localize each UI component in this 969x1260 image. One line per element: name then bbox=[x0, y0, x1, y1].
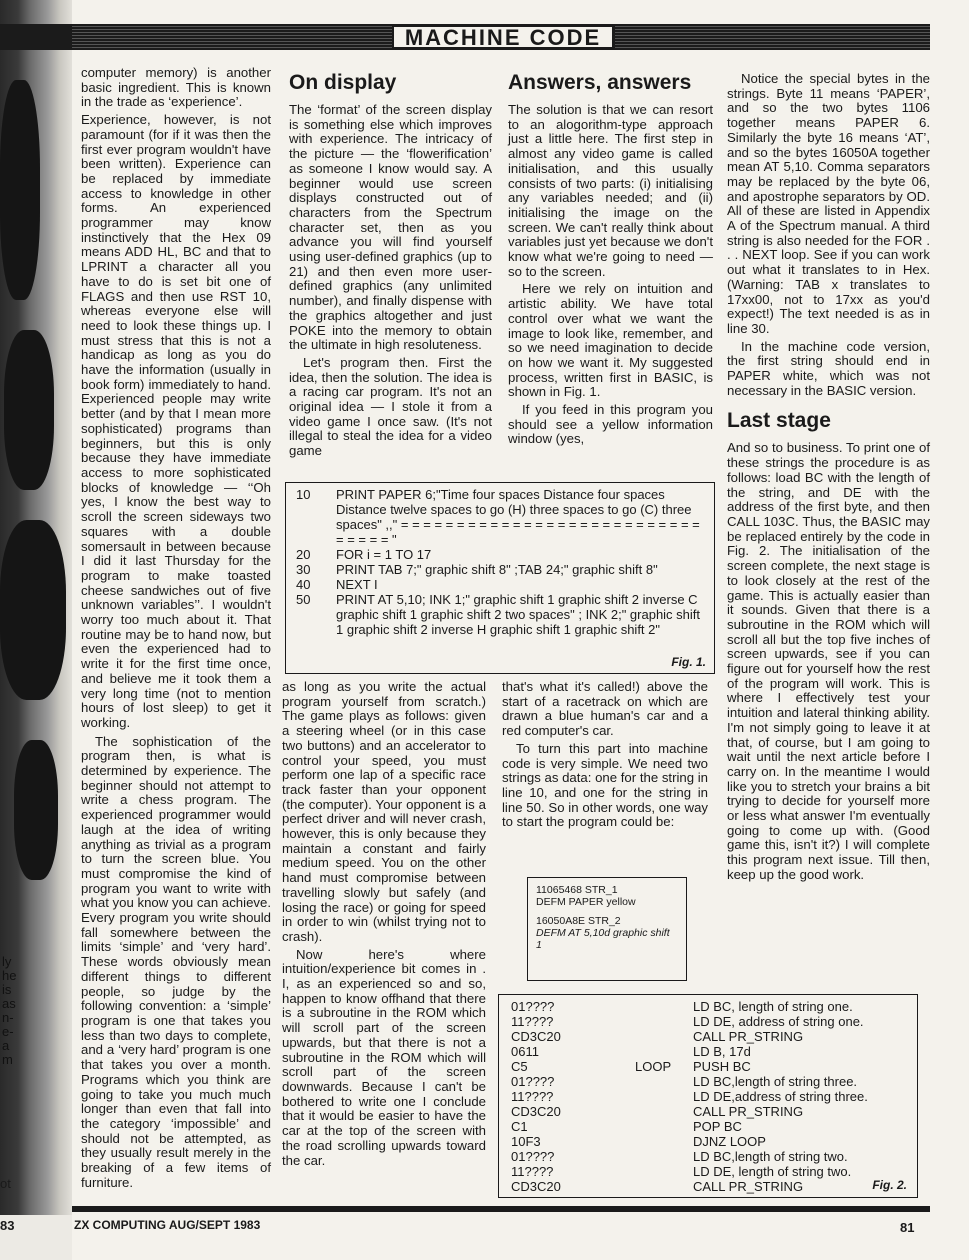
asm-instruction: DJNZ LOOP bbox=[693, 1134, 766, 1149]
code-line bbox=[296, 577, 706, 592]
asm-instruction: LD B, 17d bbox=[693, 1044, 751, 1059]
asm-label bbox=[635, 1119, 693, 1134]
code-line bbox=[296, 592, 706, 637]
code-row bbox=[511, 1179, 874, 1194]
asm-instruction: POP BC bbox=[693, 1119, 742, 1134]
fig2-table bbox=[511, 999, 874, 1194]
left-bottom-fragment: ot bbox=[0, 1176, 11, 1191]
footer-page-number: 81 bbox=[900, 1220, 915, 1235]
data-line: 11065468 STR_1 bbox=[536, 884, 618, 896]
column-2-top bbox=[289, 70, 492, 462]
data-line: 16050A8E STR_2 bbox=[536, 915, 621, 927]
paragraph: that's what it's called!) above the start of a racetrack on which are drawn a blue human's car and a red computer's car. bbox=[502, 679, 708, 739]
asm-label bbox=[635, 1179, 693, 1194]
line-number: 50 bbox=[296, 592, 311, 607]
asm-label bbox=[635, 1029, 693, 1044]
line-text: PRINT PAPER 6;"Time four spaces Distance four spaces Distance twelve spaces to go (H) three spaces to go (C) three spaces" ,," = = = = = = = = = = = = = = = = = = = = = = = = = = = = = = = = " bbox=[336, 487, 700, 547]
asm-label bbox=[635, 1149, 693, 1164]
string-data-box bbox=[527, 877, 687, 981]
paragraph: Notice the special bytes in the strings. Byte 11 means ‘PAPER’, and so the two bytes 1106 together means PAPER 6. Similarly the byte 16 means ‘AT’, and so the bytes 16050A together mean AT 5,10. Comma separators may be replaced by the byte 06, and apostrophe separators by OD. All of these are listed in Appendix A of the Spectrum manual. A third string is also needed for the FOR . . . NEXT loop. See if you can work out what it translates to in Hex. (Warning: TAB x translates to 17xx00, not to 17xx as you'd expect!) The text needed is as in line 30. bbox=[727, 71, 930, 336]
column-3-top bbox=[508, 70, 713, 450]
code-row bbox=[511, 1119, 874, 1134]
fragment: m bbox=[2, 1052, 13, 1067]
data-line: DEFM AT 5,10d graphic shift 1 bbox=[536, 927, 670, 951]
previous-page-number: 83 bbox=[0, 1218, 15, 1233]
code-row bbox=[511, 999, 874, 1014]
line-text: NEXT I bbox=[336, 577, 378, 592]
asm-label bbox=[635, 1134, 693, 1149]
fig2-caption: Fig. 2. bbox=[872, 1178, 907, 1192]
paragraph: And so to business. To print one of these strings the procedure is as follows: load BC with the length of the string, and DE with the address of the first byte, and then CALL 103C. Thus, the BASIC may be replaced entirely by the code in Fig. 2. The initialisation of the screen complete, the next stage is to look closely at the rest of the game. This is actually easier than it sounds. Given that there is a subroutine in the ROM which will scroll all but the top five inches of screen upwards, see if you can figure out for yourself how the rest of the program will work. This is where I effectively test your intuition and lateral thinking ability. I'm not simply going to leave it at that, of course, but I am going to wait until the next article before I carry on. In the meantime I would like you to stretch your brains a bit trying to decide for yourself more or less what answer I'm eventually going to come up with. (Good game this, isn't it?) I will complete this program next issue. Till then, keep up the good work. bbox=[727, 440, 930, 882]
line-number: 30 bbox=[296, 562, 311, 577]
section-title: MACHINE CODE bbox=[392, 25, 614, 49]
heading-on-display: On display bbox=[289, 71, 397, 94]
fragment: as bbox=[2, 996, 16, 1011]
fragment: is bbox=[2, 982, 12, 997]
asm-label bbox=[635, 1044, 693, 1059]
code-row bbox=[511, 1104, 874, 1119]
hex-code: CD3C20 bbox=[511, 1179, 561, 1194]
asm-instruction: CALL PR_STRING bbox=[693, 1179, 804, 1194]
asm-instruction: LD BC,length of string three. bbox=[693, 1074, 858, 1089]
hex-code: 0611 bbox=[511, 1044, 539, 1059]
hex-code: 01???? bbox=[511, 1149, 555, 1164]
paragraph: Now here's where intuition/experience bit comes in . I, as an experienced so and so, happen to know offhand that there is a subroutine in the ROM which will scroll part of the screen upwards, but that there is not a subroutine in the ROM which will scroll part of the screen downwards. Because I can't be bothered to write one I conclude that it would be easier to have the car at the top of the screen with the road scrolling upwards toward the car. bbox=[282, 946, 486, 1168]
hex-code: 10F3 bbox=[511, 1134, 541, 1149]
code-row bbox=[511, 1089, 874, 1104]
line-number: 20 bbox=[296, 547, 311, 562]
asm-label bbox=[635, 1074, 693, 1089]
hex-code: C5 bbox=[511, 1059, 528, 1074]
paragraph: In the machine code version, the first string should end in PAPER white, which was not necessary in the BASIC version. bbox=[727, 338, 930, 398]
paragraph: Here we rely on intuition and artistic ability. We have total control over what we want the image to look like, remember, and so we need imagination to decide on how we want it. My suggested process, written first in BASIC, is shown in Fig. 1. bbox=[508, 281, 713, 400]
column-1 bbox=[81, 66, 271, 1193]
column-4 bbox=[727, 72, 930, 886]
line-text: PRINT TAB 7;" graphic shift 8" ;TAB 24;" graphic shift 8" bbox=[336, 562, 658, 577]
paragraph: If you feed in this program you should see a yellow information window (yes, bbox=[508, 402, 713, 447]
code-row bbox=[511, 1149, 874, 1164]
paragraph: The ‘format’ of the screen display is something else which improves with experience. The intricacy of the picture — the ‘flowerification’ as someone I know would say. A beginner would use screen displays constructed out of characters from the Spectrum character set, then as you advance you will find yourself using user-defined graphics (up to 21) and then even more user-defined graphics (any unlimited number), and finally dispense with the graphics altogether and just POKE into the memory to obtain the ultimate in high resoluteness. bbox=[289, 102, 492, 353]
code-row bbox=[511, 1164, 874, 1179]
heading-last-stage: Last stage bbox=[727, 409, 831, 433]
asm-label bbox=[635, 1089, 693, 1104]
fig1-basic-listing bbox=[285, 482, 715, 674]
asm-label bbox=[635, 999, 693, 1014]
asm-label bbox=[635, 1104, 693, 1119]
paragraph: Experience, however, is not paramount (for if it was then the first ever program wouldn't have been written). Experience can be replaced by immediate access to knowledge in other forms. An experienced programmer may know instinctively that the Hex 09 means ADD HL, BC and that to LPRINT a character all you have to do is set bit one of FLAGS and then use RST 10, whereas everyone else will need to look these things up. I must stress that this is not a handicap as long as you do have the information (usually in book form) immediately to hand. Experienced people may write better (and by that I mean more sophisticated) programs than beginners, but this is only because they have immediate access to more sophisticated blocks of knowledge — ‘‘Oh yes, I know the best way to scroll the screen sideways two squares with a double somersault in between because I did it last Thursday for the program to make toasted cheese sandwiches out of five unknown variables’’. I wouldn't worry too much about it. That routine may be to hand now, but even the experienced had to write it for the first time once, and believe me it took them a very long time (not to mention hours of lost sleep) to get it working. bbox=[81, 112, 271, 730]
asm-label bbox=[635, 1164, 693, 1179]
asm-instruction: LD DE,address of string three. bbox=[693, 1089, 868, 1104]
code-row bbox=[511, 1074, 874, 1089]
paragraph: The sophistication of the program then, is what is determined by experience. The beginner should not attempt to write a chess program. The experienced programmer would laugh at the idea of writing anything as trivial as a program to turn the screen blue. You must compromise the kind of program you want to write with what you know you can achieve. Every program you write should fall somewhere between the limits ‘simple’ and ‘very hard’. These words obviously mean different things to different people, so judge by the following convention: a ‘simple’ program is one that takes you less than two days to complete, and a ‘very hard’ program is one that takes you over a month. Programs which you think are going to take you much much longer than even that fall into the category ‘impossible’ and should not be attempted, as they usually result merely in the breaking of a few items of furniture. bbox=[81, 733, 271, 1190]
code-line bbox=[296, 562, 706, 577]
paragraph: The solution is that we can resort to an alogorithm-type approach just a little here. The first step in almost any video game is called initialisation, and this usually consists of two parts: (i) initialising any variables needed; and (ii) initialising the image on the screen. We can't really think about variables just yet because we don't know what we're going to need — so to the screen. bbox=[508, 102, 713, 279]
asm-label bbox=[635, 1014, 693, 1029]
column-3-lower bbox=[502, 680, 708, 833]
asm-label: LOOP bbox=[635, 1059, 672, 1074]
fig1-caption: Fig. 1. bbox=[671, 655, 706, 669]
hex-code: 01???? bbox=[511, 1074, 555, 1089]
hex-code: 11???? bbox=[511, 1089, 554, 1104]
fragment: e- bbox=[2, 1024, 14, 1039]
code-row bbox=[511, 1059, 874, 1074]
code-row bbox=[511, 1044, 874, 1059]
line-text: FOR i = 1 TO 17 bbox=[336, 547, 432, 562]
hex-code: 01???? bbox=[511, 999, 555, 1014]
heading-answers: Answers, answers bbox=[508, 71, 692, 94]
asm-instruction: LD DE, length of string two. bbox=[693, 1164, 852, 1179]
line-number: 10 bbox=[296, 487, 311, 502]
asm-instruction: LD BC, length of string one. bbox=[693, 999, 853, 1014]
hex-code: 11???? bbox=[511, 1014, 554, 1029]
fragment: a bbox=[2, 1038, 10, 1053]
hex-code: CD3C20 bbox=[511, 1029, 561, 1044]
code-row bbox=[511, 1134, 874, 1149]
code-line bbox=[296, 487, 706, 547]
footer-rule bbox=[72, 1206, 930, 1212]
fragment: n- bbox=[2, 1010, 14, 1025]
asm-instruction: CALL PR_STRING bbox=[693, 1104, 804, 1119]
line-number: 40 bbox=[296, 577, 311, 592]
column-2-lower bbox=[282, 680, 486, 1171]
fig2-machine-code-listing bbox=[498, 994, 918, 1198]
code-row bbox=[511, 1029, 874, 1044]
paragraph: Let's program then. First the idea, then the solution. The idea is a racing car program. It's not an original idea — I stole it from a video game I once saw. (It's not illegal to steal the idea for a video game bbox=[289, 354, 492, 459]
hex-code: CD3C20 bbox=[511, 1104, 561, 1119]
hex-code: 11???? bbox=[511, 1164, 554, 1179]
asm-instruction: CALL PR_STRING bbox=[693, 1029, 804, 1044]
asm-instruction: LD DE, address of string one. bbox=[693, 1014, 864, 1029]
paragraph: computer memory) is another basic ingredient. This is known in the trade as ‘experience’. bbox=[81, 65, 271, 110]
asm-instruction: LD BC,length of string two. bbox=[693, 1149, 848, 1164]
fig1-table bbox=[296, 487, 706, 637]
hex-code: C1 bbox=[511, 1119, 528, 1134]
code-row bbox=[511, 1014, 874, 1029]
fragment: he bbox=[2, 968, 17, 983]
left-margin-fragments bbox=[2, 955, 22, 1067]
paragraph: as long as you write the actual program yourself from scratch.) The game plays as follows: given a steering wheel (or in this case two buttons) and an accelerator to control your speed, you must perform one lap of a specific race track faster than your opponent (the computer). Your opponent is a perfect driver and will never crash, however, this is only because they maintain a constant and fairly medium speed. You on the other hand must compromise between travelling slowly but safely (and losing the race) or going for speed in order to win (whilst trying not to crash). bbox=[282, 679, 486, 944]
paragraph: To turn this part into machine code is very simple. We need two strings as data: one for the string in line 10, and one for the string in line 50. So in other words, one way to start the program could be: bbox=[502, 740, 708, 830]
code-line bbox=[296, 547, 706, 562]
line-text: PRINT AT 5,10; INK 1;" graphic shift 1 graphic shift 2 inverse C graphic shift 1 graphic shift 2 two spaces" ; INK 2;" graphic shift 1 graphic shift 2 inverse H graphic shift 1 graphic shift 2" bbox=[336, 592, 701, 637]
footer-magazine: ZX COMPUTING AUG/SEPT 1983 bbox=[74, 1218, 261, 1232]
data-line: DEFM PAPER yellow bbox=[536, 896, 636, 908]
asm-instruction: PUSH BC bbox=[693, 1059, 751, 1074]
fragment: ly bbox=[2, 954, 12, 969]
